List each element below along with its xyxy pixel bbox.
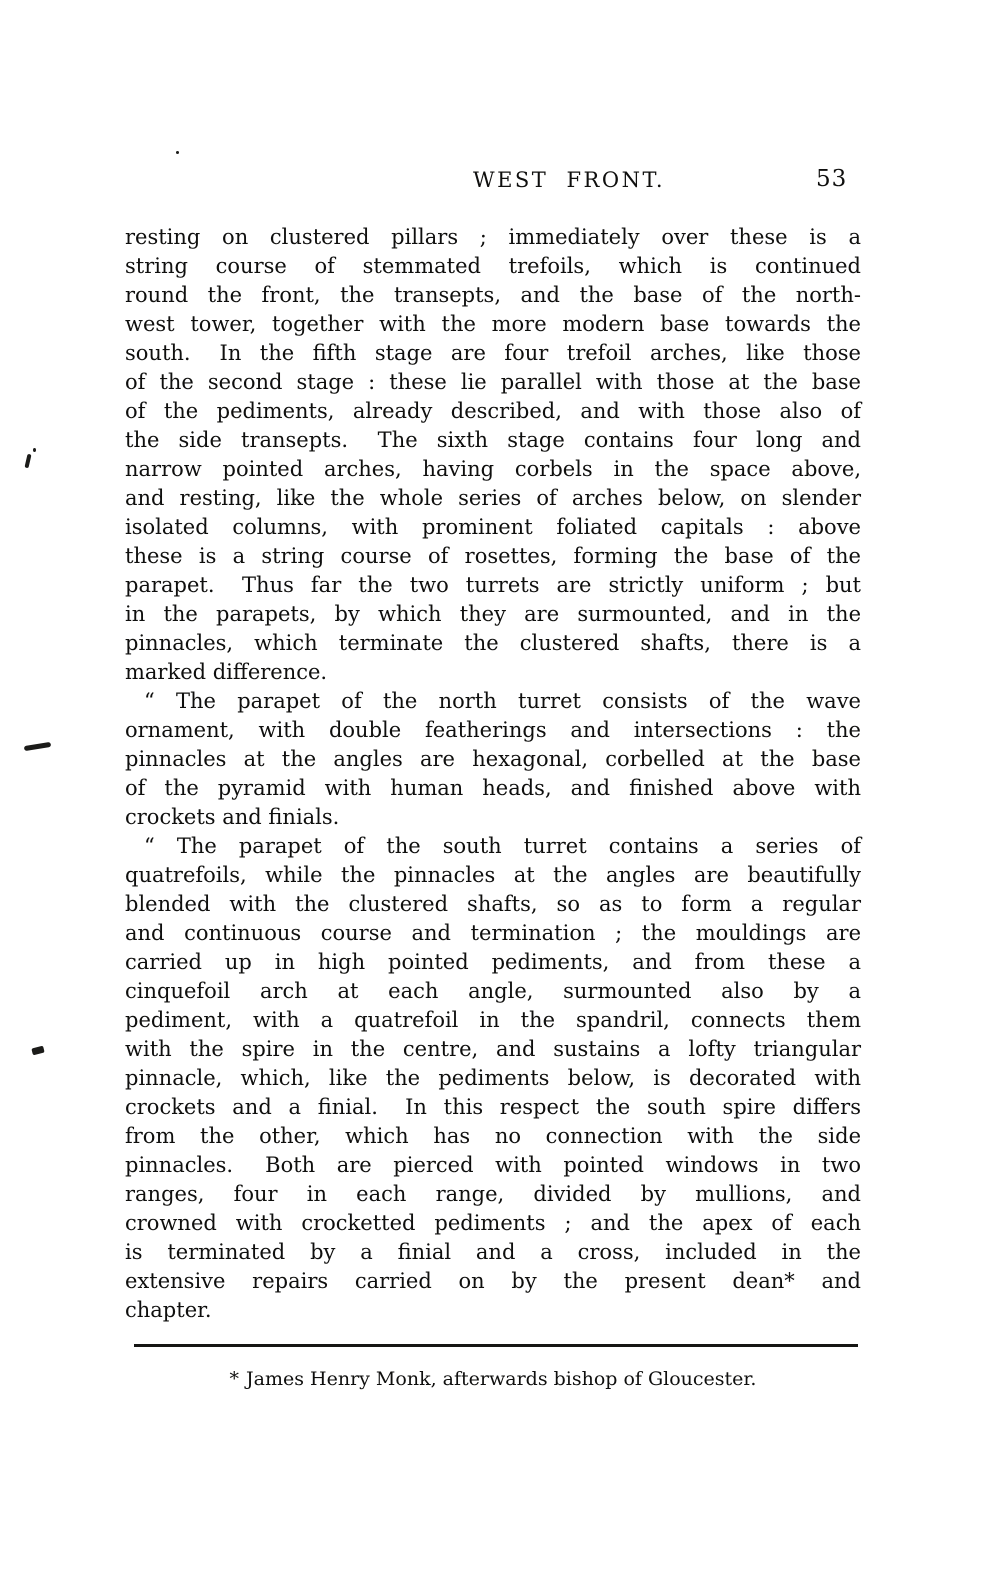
paragraph-2 bbox=[125, 687, 861, 832]
text-line: ornament, with double featherings and intersections : the bbox=[125, 718, 861, 742]
footnote-marker: * bbox=[229, 1368, 240, 1390]
text-line: and continuous course and termination ; the mouldings are bbox=[125, 921, 861, 945]
text-line: with the spire in the centre, and sustains a lofty triangular bbox=[125, 1037, 861, 1061]
footnote-divider-rule bbox=[134, 1344, 858, 1347]
text-line: cinquefoil arch at each angle, surmounted also by a bbox=[125, 979, 861, 1003]
paragraph-1 bbox=[125, 223, 861, 687]
margin-ink-mark bbox=[24, 454, 31, 469]
text-line: pinnacles. Both are pierced with pointed windows in two bbox=[125, 1153, 861, 1177]
margin-ink-mark bbox=[33, 448, 36, 452]
text-line: of the pyramid with human heads, and finished above with bbox=[125, 776, 861, 800]
footnote-text: James Henry Monk, afterwards bishop of Gloucester. bbox=[246, 1368, 757, 1390]
text-line: string course of stemmated trefoils, which is continued bbox=[125, 254, 861, 278]
text-line: crowned with crocketted pediments ; and the apex of each bbox=[125, 1211, 861, 1235]
text-line: marked difference. bbox=[125, 660, 328, 684]
text-line: the side transepts. The sixth stage contains four long and bbox=[125, 428, 861, 452]
margin-ink-mark bbox=[31, 1046, 44, 1056]
text-line: isolated columns, with prominent foliated capitals : above bbox=[125, 515, 861, 539]
text-line: blended with the clustered shafts, so as to form a regular bbox=[125, 892, 861, 916]
text-line: and resting, like the whole series of arches below, on slender bbox=[125, 486, 861, 510]
text-line: of the second stage : these lie parallel with those at the base bbox=[125, 370, 861, 394]
text-line: round the front, the transepts, and the base of the north- bbox=[125, 283, 861, 307]
text-line: quatrefoils, while the pinnacles at the angles are beautifully bbox=[125, 863, 861, 887]
text-line: from the other, which has no connection with the side bbox=[125, 1124, 861, 1148]
text-line: pinnacle, which, like the pediments below, is decorated with bbox=[125, 1066, 861, 1090]
text-line: carried up in high pointed pediments, and from these a bbox=[125, 950, 861, 974]
text-line: crockets and finials. bbox=[125, 805, 340, 829]
ink-speck bbox=[176, 151, 179, 154]
text-line: pediment, with a quatrefoil in the spandril, connects them bbox=[125, 1008, 861, 1032]
text-line: in the parapets, by which they are surmounted, and in the bbox=[125, 602, 861, 626]
body-text bbox=[125, 223, 861, 1325]
text-line: of the pediments, already described, and with those also of bbox=[125, 399, 861, 423]
running-head bbox=[125, 166, 861, 198]
text-line: ranges, four in each range, divided by mullions, and bbox=[125, 1182, 861, 1206]
text-line: pinnacles at the angles are hexagonal, corbelled at the base bbox=[125, 747, 861, 771]
page-number: 53 bbox=[816, 166, 848, 192]
text-line: these is a string course of rosettes, forming the base of the bbox=[125, 544, 861, 568]
text-line: is terminated by a finial and a cross, included in the bbox=[125, 1240, 861, 1264]
text-line: narrow pointed arches, having corbels in the space above, bbox=[125, 457, 861, 481]
text-line: resting on clustered pillars ; immediately over these is a bbox=[125, 225, 861, 249]
text-line: parapet. Thus far the two turrets are strictly uniform ; but bbox=[125, 573, 861, 597]
text-line: extensive repairs carried on by the present dean* and bbox=[125, 1269, 861, 1293]
text-line: “ The parapet of the north turret consists of the wave bbox=[144, 689, 861, 713]
page-title: WEST FRONT. bbox=[473, 168, 666, 192]
text-line: west tower, together with the more modern base towards the bbox=[125, 312, 861, 336]
text-line: chapter. bbox=[125, 1298, 212, 1322]
footnote bbox=[125, 1368, 861, 1390]
text-line: crockets and a finial. In this respect the south spire differs bbox=[125, 1095, 861, 1119]
text-line: “ The parapet of the south turret contains a series of bbox=[144, 834, 861, 858]
text-line: south. In the fifth stage are four trefoil arches, like those bbox=[125, 341, 861, 365]
margin-ink-mark bbox=[24, 742, 51, 751]
text-line: pinnacles, which terminate the clustered shafts, there is a bbox=[125, 631, 861, 655]
paragraph-3 bbox=[125, 832, 861, 1325]
